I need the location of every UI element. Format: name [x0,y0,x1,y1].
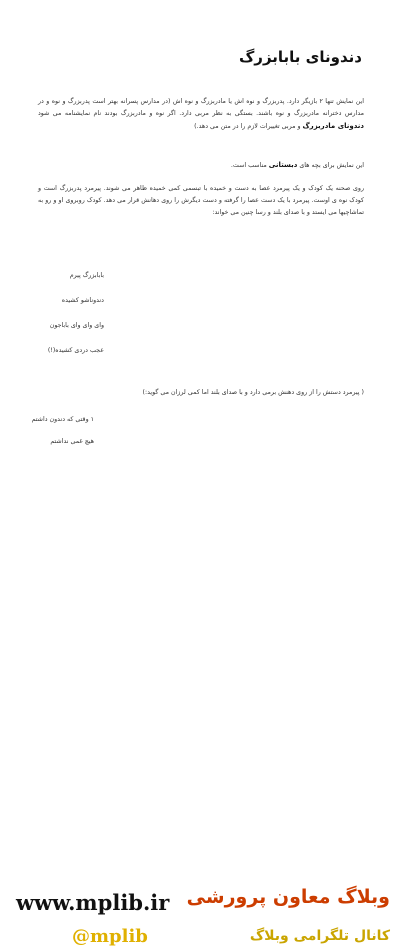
blog-name: وبلاگ معاون پرورشی [186,886,390,908]
dialog-line: دندوناشو کشیده [61,297,104,304]
audience-emphasis: دبستانی [268,161,298,169]
intro-paragraph: این نمایش تنها ۲ بازیگر دارد. پدربزرگ و نوه اش یا مادربزرگ و نوه اش (در مدارس پسرانه بهتر است پدربزرگ و نوه و در مدارس دخترانه مادربزرگ و نوه باشند. بستگی به نظر مربی دارد. اگر نوه و مادربزرگ بودند نام نمایشنامه می شود دندونای مادربزرگ و مربی تغییرات لازم را در متن می دهد.) [38,98,365,130]
dialog-line: عجب دردی کشیده(!) [47,347,104,354]
audience-prefix: این نمایش برای بچه های [297,162,364,169]
watermark-banner [0,440,400,947]
audience-suffix: مناسب است. [230,162,269,169]
document-title: دندونای بابابزرگ [238,48,362,66]
stage-paragraph: روی صحنه یک کودک و یک پیرمرد عصا به دست و خمیده با تبسمی کمی خمیده ظاهر می شوند. پیرمرد پدربزرگ است و کودک نوه ی اوست. پیرمرد با یک دست عصا را گرفته و دست دیگرش را روی دهانش قرار می دهد. کودک روبروی او و رو به تماشاچیها می ایستد و با صدای بلند و رسا چنین می خواند: [38,185,364,216]
dialog-line: بابابزرگ پیرم [69,272,104,279]
dialog-line: وای وای وای باباجون [49,322,104,329]
telegram-handle: @mplib [72,926,148,947]
intro-emphasis: دندونای مادربزرگ [302,122,364,130]
site-url: www.mplib.ir [16,890,170,915]
speech-line: ۱ وقتی که دندون داشتم [31,416,94,423]
audience-paragraph [38,159,364,172]
speech-line: هیچ غمی نداشتم [50,438,94,445]
stage-note: ( پیرمرد دستش را از روی دهنش برمی دارد و با صدای بلند اما کمی لرزان می گوید:) [142,389,364,396]
telegram-label: کانال تلگرامی وبلاگ [249,928,390,944]
